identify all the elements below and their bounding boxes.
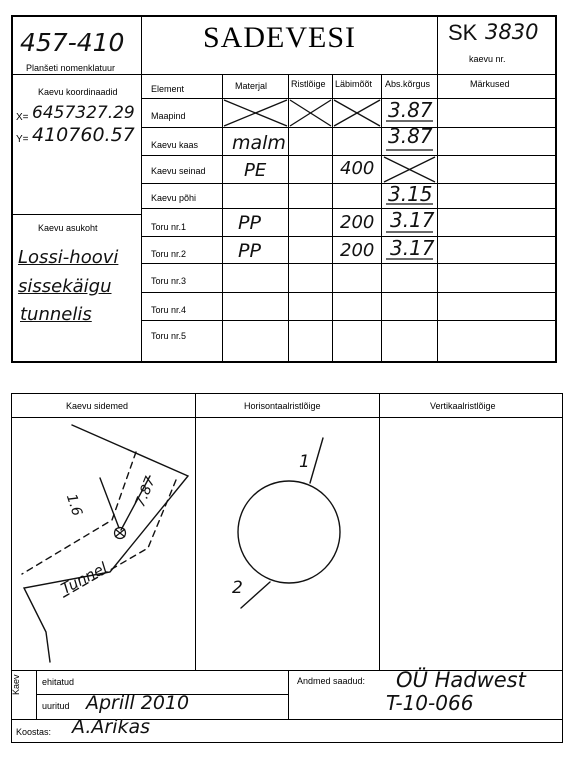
horizontal-section-label: Horisontaalristlõige [244,401,321,411]
kaas-abs-value: 3.87 [388,124,433,148]
toru1-abs-value: 3.17 [390,208,435,232]
pipe-1-label: 1 [299,452,310,472]
row-element-kaevu-pohi: Kaevu põhi [151,193,197,203]
manhole-icon [115,528,126,539]
built-label: ehitatud [42,677,75,687]
author-label: Koostas: [16,727,52,737]
well-cross-section [238,481,340,583]
col-header-labimoot: Läbimõõt [335,79,373,89]
vertical-section-label: Vertikaalristlõige [430,401,496,411]
author-value: A.Arikas [72,716,151,738]
coordinates-label: Kaevu koordinaadid [38,87,118,97]
well-number-label: kaevu nr. [469,54,506,64]
row-element-kaevu-kaas: Kaevu kaas [151,140,199,150]
col-header-element: Element [151,84,185,94]
y-coordinate: 410760.57 [32,124,135,146]
toru1-material-value: PP [238,212,261,234]
pipe-2-label: 2 [232,578,243,598]
page-title: SADEVESI [203,21,357,54]
nomenclature-value: 457-410 [20,28,125,57]
maapind-abs-value: 3.87 [388,98,433,122]
surveyed-label: uuritud [42,701,70,711]
col-header-ristloige: Ristlõige [291,79,326,89]
toru2-diameter-value: 200 [340,240,375,261]
col-header-abs: Abs.kõrgus [385,79,431,89]
col-header-markused: Märkused [470,79,510,89]
location-label: Kaevu asukoht [38,223,98,233]
row-element-toru-5: Toru nr.5 [151,331,187,341]
row-element-kaevu-seinad: Kaevu seinad [151,166,206,176]
data-from-code: T-10-066 [386,691,474,715]
location-line-3: tunnelis [20,304,92,325]
seinad-material-value: PE [244,160,267,181]
dimension-2: 7.87 [132,474,159,510]
row-element-toru-1: Toru nr.1 [151,222,187,232]
toru2-abs-value: 3.17 [390,236,435,260]
pohi-abs-value: 3.15 [388,182,433,206]
x-coordinate: 6457327.29 [32,103,135,123]
pipe-2-line [241,582,270,608]
well-number-prefix: SK [448,20,478,45]
y-prefix: Y= [16,134,29,145]
dimension-1: 1.6 [62,492,85,519]
well-number-value: 3830 [485,20,539,44]
tunnel-label: Tunnel [58,558,111,598]
sidemed-label: Kaevu sidemed [66,401,129,411]
row-element-maapind: Maapind [151,111,186,121]
row-element-toru-3: Toru nr.3 [151,276,187,286]
surveyed-value: Aprill 2010 [86,692,190,714]
col-header-materjal: Materjal [235,81,268,91]
pipe-1-line [310,438,323,483]
toru2-material-value: PP [238,240,261,262]
row-element-toru-4: Toru nr.4 [151,305,187,315]
toru1-diameter-value: 200 [340,212,375,233]
data-from-label: Andmed saadud: [297,676,366,686]
location-line-1: Lossi-hoovi [18,247,119,268]
nomenclature-label: Planšeti nomenklatuur [26,63,116,73]
location-line-2: sissekäigu [18,276,112,297]
row-element-toru-2: Toru nr.2 [151,249,187,259]
kaev-side-label: Kaev [11,674,21,695]
kaas-material-value: malm [232,132,286,154]
data-from-value: OÜ Hadwest [396,668,526,692]
seinad-diameter-value: 400 [340,158,375,179]
x-prefix: X= [16,112,29,123]
